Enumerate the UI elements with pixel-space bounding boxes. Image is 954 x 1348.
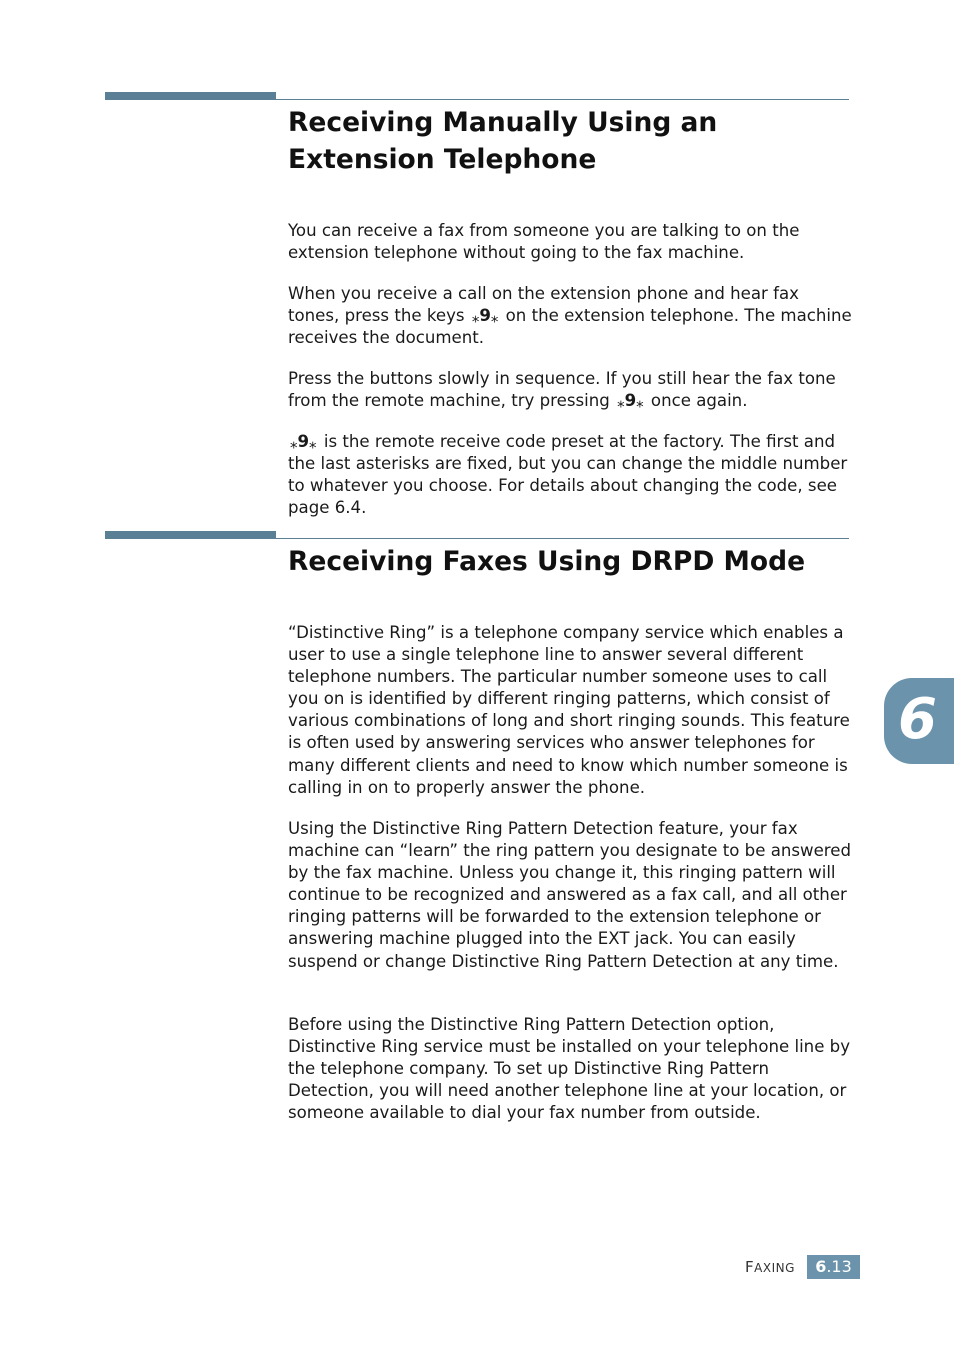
paragraph: Press the buttons slowly in sequence. If you still hear the fax tone from the remote machine, try pressing ⁎9⁎ once again. bbox=[288, 369, 836, 412]
paragraph: “Distinctive Ring” is a telephone company service which enables a user to use a single telephone line to answer several different telephone numbers. The particular number someone uses to call you on is identified by different ringing patterns, which consist of various combinations of long and short ringing sounds. This feature is often used by answering services who answer telephones for many different clients and need to know which number someone is calling in on to properly answer the phone. bbox=[288, 623, 850, 797]
section-rule bbox=[105, 92, 849, 100]
asterisk-key-icon: ⁎ bbox=[617, 393, 625, 412]
chapter-number: 6 bbox=[898, 687, 937, 752]
paragraph: Using the Distinctive Ring Pattern Detection feature, your fax machine can “learn” the ring pattern you designate to be answered by the fax machine. Unless you change it, this ringing pattern will continue to be recognized and answered as a fax call, and all other ringing patterns will be forwarded to the extension telephone or answering machine plugged into the EXT jack. You can easily suspend or change Distinctive Ring Pattern Detection at any time. bbox=[288, 819, 852, 971]
remote-code-keys: ⁎9⁎ bbox=[617, 391, 644, 412]
chapter-tab bbox=[884, 678, 954, 764]
remote-code-keys: ⁎9⁎ bbox=[471, 306, 499, 327]
paragraph: When you receive a call on the extension phone and hear fax tones, press the keys ⁎9⁎ on the extension telephone. The machine receives the document. bbox=[288, 284, 852, 348]
footer-section-name: FAXING bbox=[745, 1258, 795, 1276]
paragraph: ⁎9⁎ is the remote receive code preset at the factory. The first and the last asterisks are fixed, but you can change the middle number to whatever you choose. For details about changing the code, see page 6.4. bbox=[288, 432, 848, 518]
asterisk-key-icon: ⁎ bbox=[471, 308, 480, 327]
remote-code-keys: ⁎9⁎ bbox=[290, 432, 317, 452]
asterisk-key-icon: ⁎ bbox=[490, 308, 499, 327]
asterisk-key-icon: ⁎ bbox=[636, 393, 644, 412]
page-number: 6.13 bbox=[807, 1255, 860, 1279]
asterisk-key-icon: ⁎ bbox=[309, 434, 317, 452]
paragraph: Before using the Distinctive Ring Pattern Detection option, Distinctive Ring service must be installed on your telephone line by the telephone company. To set up Distinctive Ring Pattern Detection, you will need another telephone line at your location, or someone available to dial your fax number from outside. bbox=[288, 1015, 851, 1123]
section-heading-manual-extension: Receiving Manually Using an Extension Telephone bbox=[288, 107, 718, 175]
paragraph: You can receive a fax from someone you are talking to on the extension telephone without going to the fax machine. bbox=[288, 221, 800, 263]
section-heading-drpd-mode: Receiving Faxes Using DRPD Mode bbox=[288, 546, 806, 577]
asterisk-key-icon: ⁎ bbox=[290, 434, 298, 452]
section-rule bbox=[105, 531, 849, 539]
